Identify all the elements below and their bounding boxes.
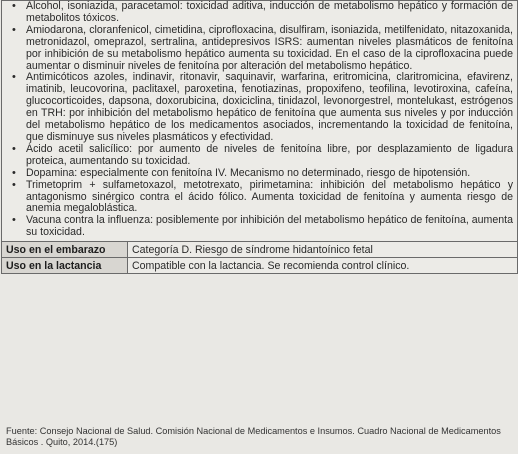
interaction-item [12,72,513,143]
pregnancy-row [2,242,518,258]
bullet-icon: • [12,178,16,191]
interaction-text: Alcohol, isoniazida, paracetamol: toxicidad aditiva, inducción de metabolismo hepático y formación de metabolitos tóxicos. [26,0,513,24]
interaction-text: Vacuna contra la influenza: posiblemente por inhibición del metabolismo hepático de fenitoína, aumenta su toxicidad. [26,214,513,239]
interaction-text: Ácido acetil salicílico: por aumento de niveles de fenitoína libre, por desplazamiento de ligadura proteica, aumentando su toxicidad. [26,142,513,167]
interaction-text: Amiodarona, cloranfenicol, cimetidina, ciprofloxacina, disulfiram, isoniazida, metilfenidato, nitazoxanida, metronidazol, omeprazol, sertralina, antidepresivos ISRS: aumentan niveles plasmáticos de fenitoína por inhibición de su metabolismo hepático aumenta su toxicidad. En el caso de la ciprofloxacina puede aumentar o disminuir niveles de fenitoína por alteración del metabolismo hepático. [26,23,513,72]
interaction-item [12,1,513,25]
bullet-icon: • [12,142,16,155]
interaction-item [12,215,513,239]
lactation-value: Compatible con la lactancia. Se recomienda control clínico. [128,258,518,274]
interaction-item [12,180,513,216]
pregnancy-value: Categoría D. Riesgo de síndrome hidantoínico fetal [128,242,518,258]
bullet-icon: • [12,71,16,84]
pregnancy-label: Uso en el embarazo [2,242,128,258]
interaction-text: Trimetoprim + sulfametoxazol, metotrexato, pirimetamina: inhibición del metabolismo hepático y antagonismo sinérgico contra el ácido fólico. Aumenta toxicidad de fenitoína y aumenta riesgo de anemia megaloblástica. [26,178,513,215]
interaction-text: Antimicóticos azoles, indinavir, ritonavir, saquinavir, warfarina, eritromicina, claritromicina, efavirenz, imatinib, leucovorina, paclitaxel, paroxetina, fenotiazinas, propoxifeno, teofilina, levotiroxina, cafeína, glucocorticoides, dapsona, doxorubicina, doxiciclina, tinidazol, levonorgestrel, montelukast, estrógenos en TRH: por inhibición del metabolismo hepático de fenitoína que aumenta sus niveles y por inducción del metabolismo hepático de los medicamentos asociados, incrementando la toxicidad de fenitoína, que disminuye sus niveles plasmáticos y efectividad. [26,71,513,143]
lactation-label: Uso en la lactancia [2,258,128,274]
interaction-list [2,1,517,241]
interactions-cell [2,1,518,242]
bullet-icon: • [12,214,16,227]
interaction-item [12,25,513,73]
source-citation: Fuente: Consejo Nacional de Salud. Comisión Nacional de Medicamentos e Insumos. Cuadro Nacional de Medicamentos Básicos . Quito, 2014.(175) [6,426,501,447]
drug-info-table [1,0,518,274]
lactation-row [2,258,518,274]
bullet-icon: • [12,166,16,179]
interactions-row [2,1,518,242]
bullet-icon: • [12,0,16,12]
interaction-text: Dopamina: especialmente con fenitoína IV. Mecanismo no determinado, riesgo de hipotensión. [26,166,471,179]
bullet-icon: • [12,23,16,36]
interaction-item [12,144,513,168]
